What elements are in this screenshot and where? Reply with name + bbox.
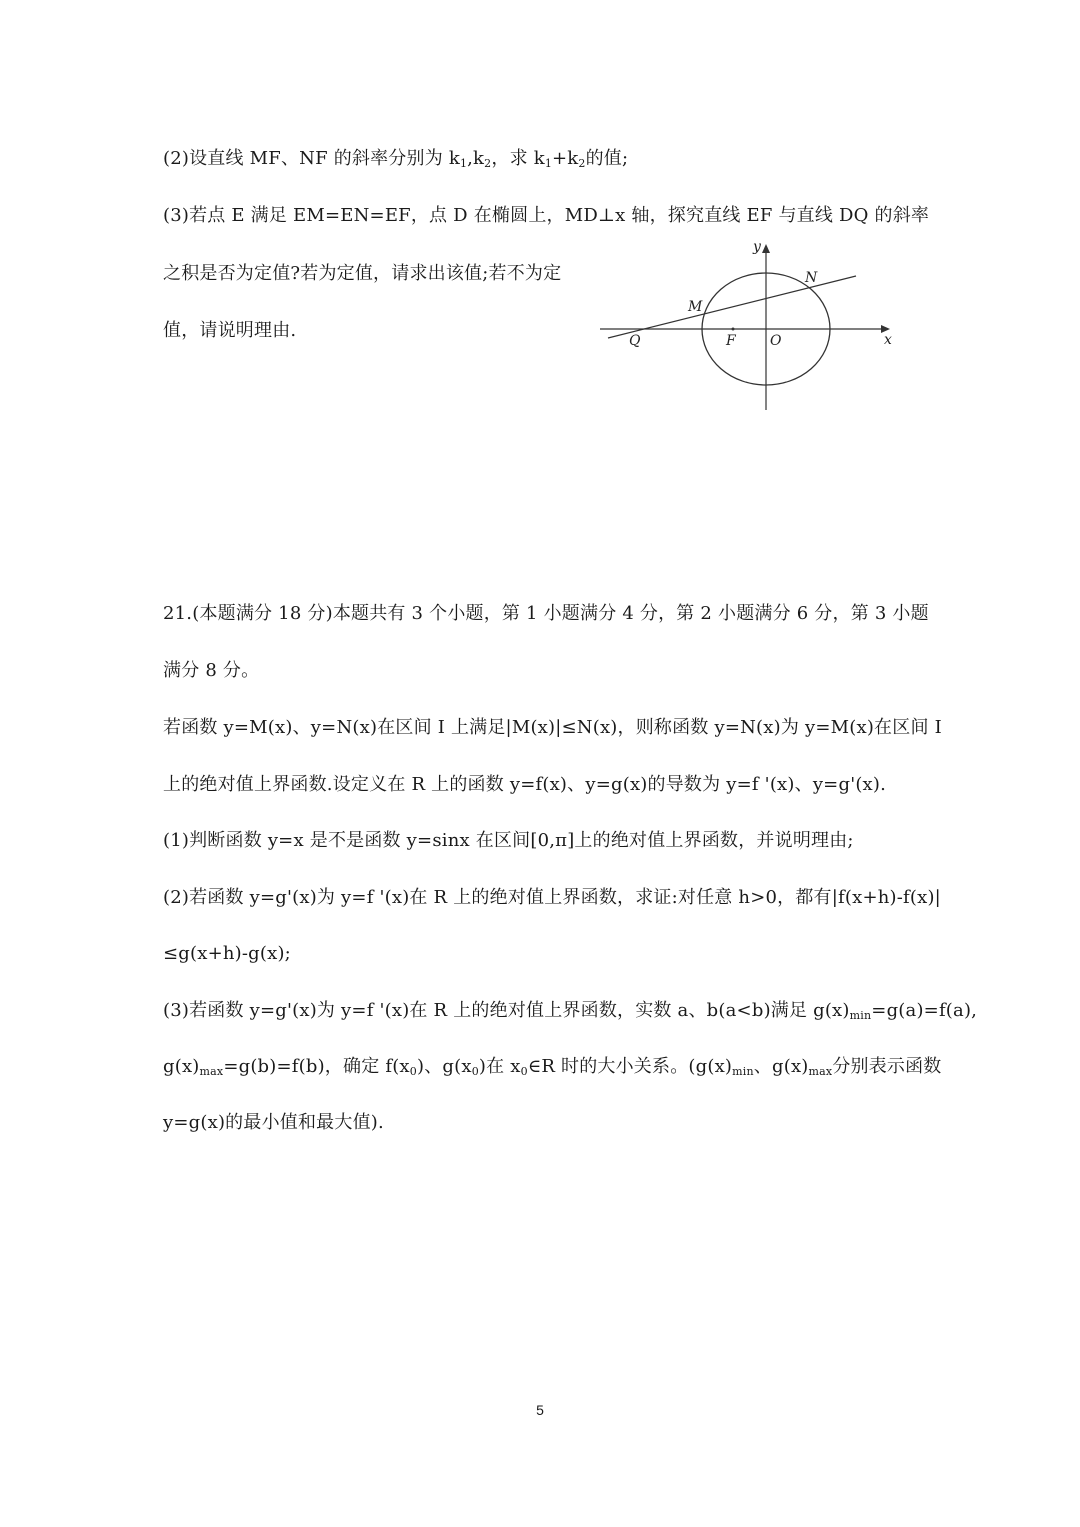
q21-line7: ≤g(x+h)-g(x); <box>163 943 291 964</box>
ellipse-figure <box>590 232 910 417</box>
q21-line5: (1)判断函数 y=x 是不是函数 y=sinx 在区间[0,π]上的绝对值上界函数，并说明理由; <box>163 830 854 851</box>
q21-line10: y=g(x)的最小值和最大值). <box>163 1112 384 1133</box>
q20-part3-line3: 值，请说明理由. <box>163 320 297 341</box>
q20-part3-line2: 之积是否为定值?若为定值，请求出该值;若不为定 <box>163 263 562 284</box>
label-x: x <box>884 332 892 348</box>
page-number: 5 <box>536 1402 544 1418</box>
label-O: O <box>770 333 782 349</box>
label-N: N <box>805 270 818 286</box>
q21-line4: 上的绝对值上界函数.设定义在 R 上的函数 y=f(x)、y=g(x)的导数为 y=f '(x)、y=g'(x). <box>163 774 887 795</box>
point-F <box>732 328 735 331</box>
label-M: M <box>688 299 703 315</box>
label-Q: Q <box>629 333 641 349</box>
q21-line9: $g(x)_{max}=g(b)=f(b)$，确定 $f(x_0)$、$g(x_0)$在 $x_0\in R$ 时的大小关系。($g(x)_{min}$、$g(x)_{max}$分别表示函数 <box>163 1056 942 1078</box>
q21-line8: (3)若函数 y=g'(x)为 y=f '(x)在 R 上的绝对值上界函数，实数 a、b(a<b)满足 $g(x)_{min}=g(a)=f(a)$, <box>163 1000 978 1022</box>
q21-line2: 满分 8 分。 <box>163 660 260 681</box>
label-y: y <box>753 239 761 255</box>
q20-part3-line1: (3)若点 E 满足 EM=EN=EF，点 D 在椭圆上，MD⊥x 轴，探究直线 EF 与直线 DQ 的斜率 <box>163 205 930 226</box>
q21-line1: 21.(本题满分 18 分)本题共有 3 个小题，第 1 小题满分 4 分，第 2 小题满分 6 分，第 3 小题 <box>163 603 929 624</box>
label-F: F <box>726 333 736 349</box>
q21-line6: (2)若函数 y=g'(x)为 y=f '(x)在 R 上的绝对值上界函数，求证:对任意 h>0，都有|f(x+h)-f(x)| <box>163 887 941 908</box>
q21-line3: 若函数 y=M(x)、y=N(x)在区间 I 上满足|M(x)|≤N(x)，则称函数 y=N(x)为 y=M(x)在区间 I <box>163 717 942 738</box>
q20-part2: (2)设直线 MF、NF 的斜率分别为 $k_1,k_2$，求 $k_1+k_2$的值; <box>163 148 629 170</box>
